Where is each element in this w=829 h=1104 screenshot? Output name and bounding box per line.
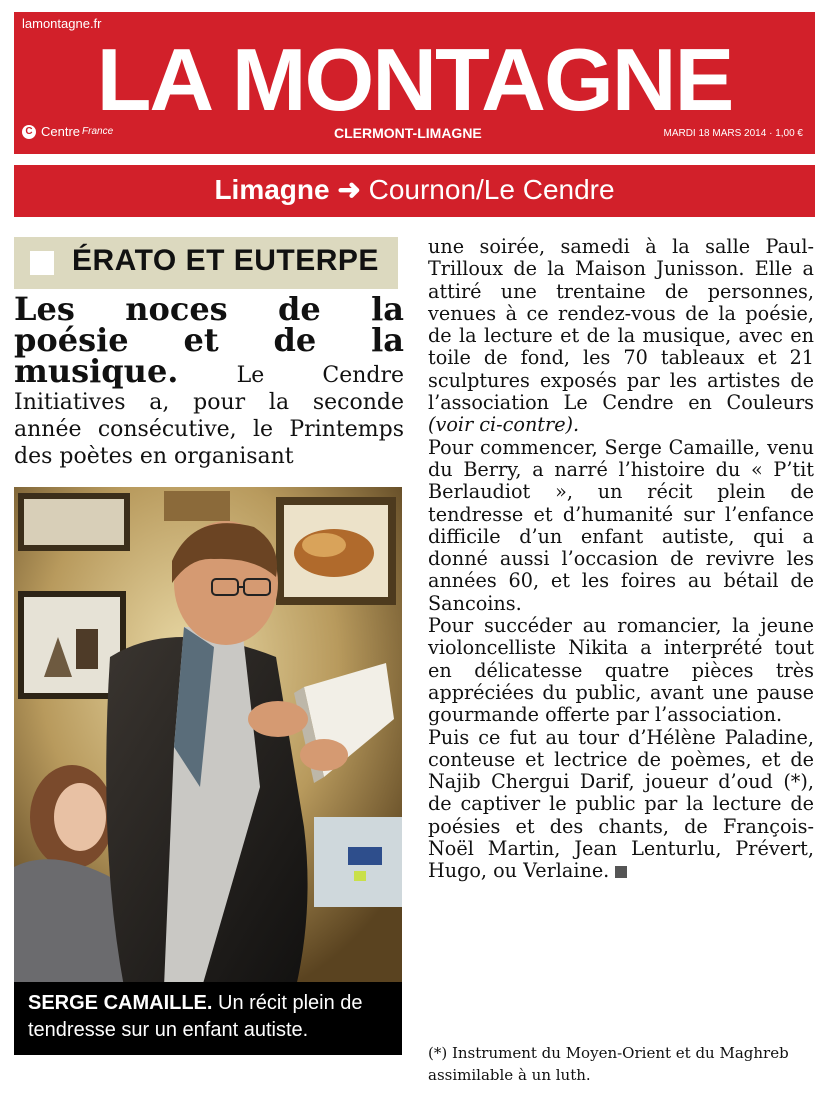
section-heading xyxy=(14,173,815,206)
section-towns: Cournon/Le Cendre xyxy=(368,174,615,205)
article-footnote: (*) Instrument du Moyen-Orient et du Maghreb assimilable à un luth. xyxy=(428,1044,789,1084)
kicker-text: ÉRATO ET EUTERPE xyxy=(72,244,379,277)
article-paragraph-1 xyxy=(428,236,814,437)
article-kicker xyxy=(14,237,398,289)
article-paragraph-3: Pour succéder au romancier, la jeune violoncelliste Nikita a interprété tout en délicatesse quatre pièces très appréciées du public, avant une pause gourmande offerte par l’association. xyxy=(428,614,814,727)
photo-caption xyxy=(14,982,402,1054)
caption-text: Un récit plein de tendresse sur un enfant autiste. xyxy=(28,992,363,1041)
site-url[interactable]: lamontagne.fr xyxy=(22,16,102,31)
article-lead: Le Cendre Initiatives a, pour la seconde année consécutive, le Printemps des poètes en organisant xyxy=(14,363,405,469)
article-body-column xyxy=(428,236,814,883)
article-paragraph-4-text: Puis ce fut au tour d’Hélène Paladine, conteuse et lectrice de poèmes, et de Najib Chergui Darif, joueur d’oud (*), de captiver le public par la lecture de poésies et des chants, de François-Noël Martin, Jean Lenturlu, Prévert, Hugo, ou Verlaine. xyxy=(428,725,814,883)
group-brand xyxy=(22,124,113,139)
end-of-article-icon xyxy=(615,866,627,878)
photo-scene xyxy=(14,487,402,987)
article-headline: Les noces de la poésie et de la musique. xyxy=(14,290,404,390)
group-brand-sub: France xyxy=(82,126,114,137)
edition-name: CLERMONT-LIMAGNE xyxy=(334,125,482,141)
kicker-square-icon xyxy=(30,251,54,275)
right-arrow-icon: ➜ xyxy=(337,174,361,205)
section-bar xyxy=(14,165,815,217)
centre-france-logo-icon: C xyxy=(22,125,36,139)
article-cross-reference: (voir ci-contre). xyxy=(428,413,580,437)
group-brand-name: Centre xyxy=(41,124,81,139)
newspaper-title: LA MONTAGNE xyxy=(96,30,733,129)
article-lead-column xyxy=(14,290,405,470)
section-region: Limagne xyxy=(214,174,330,205)
caption-name: SERGE CAMAILLE. xyxy=(28,992,213,1014)
article-continuation: une soirée, samedi à la salle Paul-Trilloux de la Maison Junisson. Elle a attiré une trentaine de personnes, venues à ce rendez-vous de la poésie, de la lecture et de la musique, avec en toile de fond, les 70 tableaux et 21 sculptures exposés par les artistes de l’association Le Cendre en Couleurs xyxy=(428,235,814,415)
masthead xyxy=(14,12,815,154)
article-photo xyxy=(14,487,402,1055)
article-paragraph-4 xyxy=(428,727,814,883)
article-paragraph-2: Pour commencer, Serge Camaille, venu du Berry, a narré l’histoire du « P’tit Berlaudiot », un récit plein de tendresse et d’humanité sur l’enfance difficile d’un enfant autiste, qui a donné aussi l’occasion de revivre les années 60, et les foires au bétail de Sancoins. xyxy=(428,435,814,615)
dateline: MARDI 18 MARS 2014 · 1,00 € xyxy=(663,128,803,139)
